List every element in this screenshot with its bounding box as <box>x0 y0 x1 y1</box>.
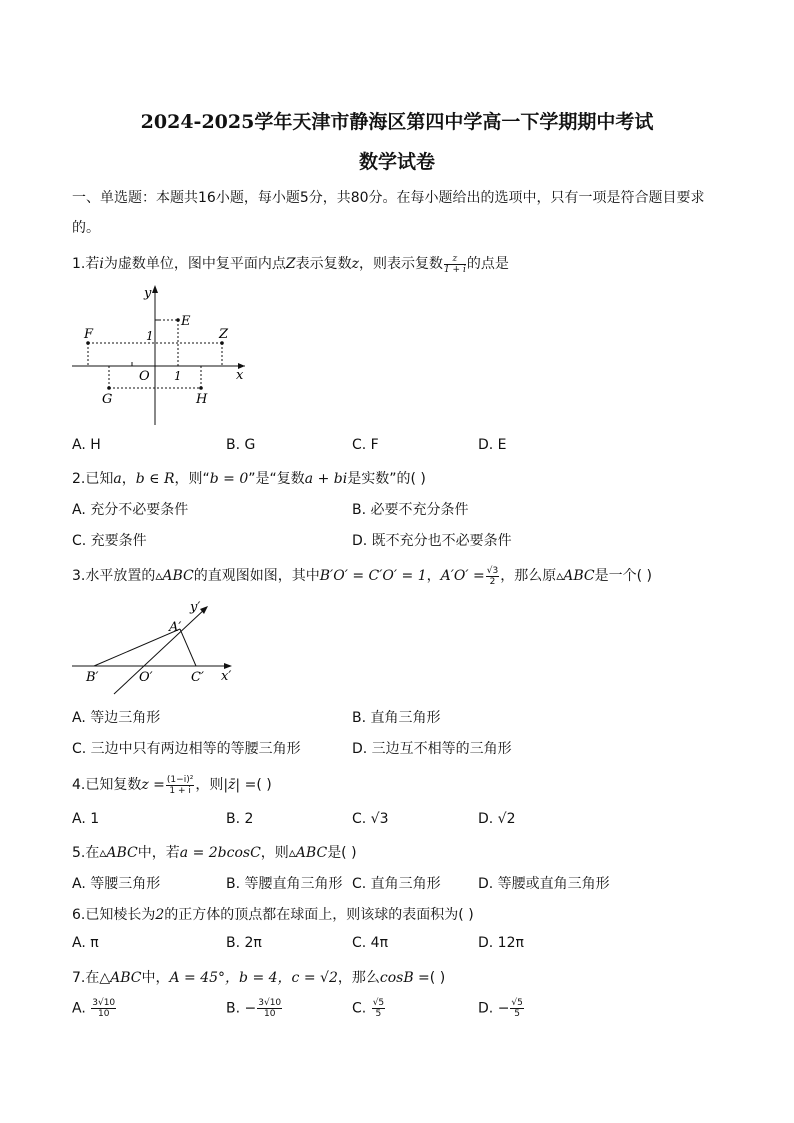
question-4-option-b[interactable]: B. 2 <box>226 811 254 827</box>
label-C-prime: C′ <box>191 670 204 685</box>
question-2-option-a[interactable]: A. 充分不必要条件 <box>72 502 189 518</box>
question-1-option-a[interactable]: A. H <box>72 437 101 453</box>
question-7-option-a[interactable]: A. $\frac{3√10}{10}$ <box>72 998 116 1019</box>
y-axis-arrow <box>152 285 158 293</box>
question-6-option-d[interactable]: D. 12π <box>478 935 524 951</box>
fraction: $\frac{√5}{5}$ <box>372 998 385 1019</box>
question-6-stem: 6.已知棱长为2的正方体的顶点都在球面上，则该球的表面积为( ) <box>72 907 474 923</box>
question-1-figure <box>60 280 260 430</box>
question-4-option-d[interactable]: D. √2 <box>478 811 516 827</box>
question-1-option-b[interactable]: B. G <box>226 437 256 453</box>
question-3-option-b[interactable]: B. 直角三角形 <box>352 710 441 726</box>
question-5-option-a[interactable]: A. 等腰三角形 <box>72 876 161 892</box>
question-1-option-d[interactable]: D. E <box>478 437 507 453</box>
question-3-option-c[interactable]: C. 三边中只有两边相等的等腰三角形 <box>72 741 301 757</box>
section-instructions-line1: 一、单选题：本题共16小题，每小题5分，共80分。在每小题给出的选项中，只有一项是符合题目要求 <box>72 190 705 206</box>
label-H: H <box>196 392 208 407</box>
question-4-option-c[interactable]: C. √3 <box>352 811 389 827</box>
question-3-figure <box>64 598 244 698</box>
label-B-prime: B′ <box>86 670 99 685</box>
label-Z: Z <box>219 327 229 342</box>
question-7-stem: 7.在△ABC中，A = 45°，b = 4，c = √2，那么cosB =( ) <box>72 970 446 986</box>
question-7-option-b[interactable]: B. − $\frac{3√10}{10}$ <box>226 998 282 1019</box>
label-one-y: 1 <box>146 329 154 343</box>
question-6-option-c[interactable]: C. 4π <box>352 935 389 951</box>
point-E <box>176 318 180 322</box>
label-O-prime: O′ <box>139 670 153 685</box>
question-5-option-c[interactable]: C. 直角三角形 <box>352 876 441 892</box>
question-3-stem: 3.水平放置的▵ABC的直观图如图，其中B′O′ = C′O′ = 1，A′O′ = $\frac{√3}{2}$ ，那么原▵ABC是一个( ) <box>72 565 652 587</box>
question-2-stem: 2.已知a，b ∈ R，则“b = 0”是“复数a + bi是实数”的( ) <box>72 471 426 487</box>
question-2-option-c[interactable]: C. 充要条件 <box>72 533 147 549</box>
question-1-option-c[interactable]: C. F <box>352 437 379 453</box>
label-x: x <box>236 368 244 383</box>
fraction: $\frac{3√10}{10}$ <box>258 998 282 1019</box>
side-B-A <box>94 629 180 666</box>
label-y-prime: y′ <box>190 600 201 615</box>
question-2-option-b[interactable]: B. 必要不充分条件 <box>352 502 469 518</box>
fraction: $\frac{3√10}{10}$ <box>92 998 116 1019</box>
question-1-stem: 1.若i为虚数单位，图中复平面内点Z表示复数z，则表示复数 $\frac{z}{1 + i}$ 的点是 <box>72 253 509 275</box>
question-5-option-d[interactable]: D. 等腰或直角三角形 <box>478 876 610 892</box>
question-6-option-b[interactable]: B. 2π <box>226 935 262 951</box>
label-one-x: 1 <box>174 369 182 383</box>
side-A-C <box>180 629 196 666</box>
label-G: G <box>102 392 113 407</box>
section-instructions-line2: 的。 <box>72 220 100 236</box>
label-y: y <box>144 286 152 301</box>
question-4-option-a[interactable]: A. 1 <box>72 811 100 827</box>
question-3-option-d[interactable]: D. 三边互不相等的三角形 <box>352 741 512 757</box>
label-A-prime: A′ <box>169 620 182 635</box>
label-E: E <box>181 314 191 329</box>
question-6-option-a[interactable]: A. π <box>72 935 99 951</box>
question-3-option-a[interactable]: A. 等边三角形 <box>72 710 161 726</box>
question-7-option-d[interactable]: D. − $\frac{√5}{5}$ <box>478 998 523 1019</box>
label-x-prime: x′ <box>221 669 232 684</box>
fraction: $\frac{z}{1 + i}$ <box>443 253 466 275</box>
exam-subtitle: 数学试卷 <box>358 151 435 173</box>
question-7-option-c[interactable]: C. $\frac{√5}{5}$ <box>352 998 385 1019</box>
label-O: O <box>139 369 150 384</box>
question-4-stem: 4.已知复数z = $\frac{\text{(1−i)²}}{1 + i}$ ，则|z̄| =( ) <box>72 774 272 796</box>
question-5-option-b[interactable]: B. 等腰直角三角形 <box>226 876 343 892</box>
fraction: $\frac{\text{(1−i)²}}{1 + i}$ <box>166 774 194 796</box>
fraction: $\frac{√3}{2}$ <box>486 565 499 587</box>
question-5-stem: 5.在▵ABC中，若a = 2bcosC，则▵ABC是( ) <box>72 845 357 861</box>
point-H <box>199 386 203 390</box>
label-F: F <box>84 327 94 342</box>
question-2-option-d[interactable]: D. 既不充分也不必要条件 <box>352 533 512 549</box>
exam-title: 2024-2025学年天津市静海区第四中学高一下学期期中考试 <box>140 111 654 133</box>
point-G <box>107 386 111 390</box>
fraction: $\frac{√5}{5}$ <box>511 998 523 1019</box>
